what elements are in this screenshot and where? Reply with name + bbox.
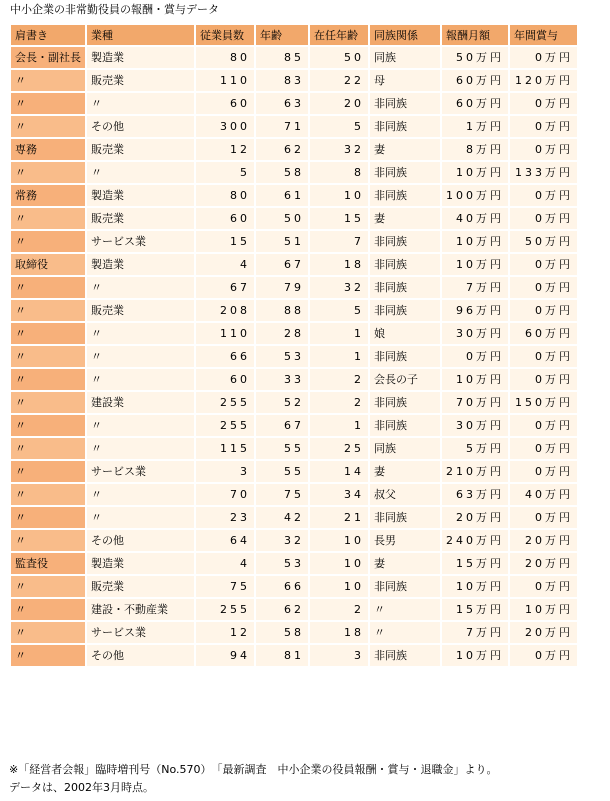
- table-cell: 0万円: [510, 369, 577, 390]
- table-cell: 〃: [11, 346, 85, 367]
- table-cell: 60万円: [442, 70, 508, 91]
- table-row: [11, 231, 577, 252]
- table-cell: 〃: [11, 530, 85, 551]
- table-cell: 非同族: [370, 277, 440, 298]
- table-cell: 110: [196, 70, 254, 91]
- table-cell: 53: [256, 346, 308, 367]
- table-row: [11, 162, 577, 183]
- table-cell: 非同族: [370, 392, 440, 413]
- table-cell: 20万円: [510, 622, 577, 643]
- table-row: [11, 484, 577, 505]
- table-cell: 20万円: [442, 507, 508, 528]
- table-cell: 〃: [87, 438, 194, 459]
- table-cell: 〃: [11, 116, 85, 137]
- table-cell: 4: [196, 254, 254, 275]
- table-row: [11, 576, 577, 597]
- table-cell: 2: [310, 599, 368, 620]
- table-cell: 0万円: [510, 139, 577, 160]
- table-cell: 〃: [11, 208, 85, 229]
- table-cell: 21: [310, 507, 368, 528]
- table-cell: 100万円: [442, 185, 508, 206]
- table-cell: 7万円: [442, 277, 508, 298]
- table-cell: 妻: [370, 139, 440, 160]
- table-cell: 〃: [11, 645, 85, 666]
- table-cell: 〃: [87, 93, 194, 114]
- table-cell: 120万円: [510, 70, 577, 91]
- table-cell: 妻: [370, 553, 440, 574]
- table-body: [11, 47, 577, 666]
- table-cell: 18: [310, 254, 368, 275]
- source-note: ※「経営者会報」臨時増刊号（No.570） 「最新調査 中小企業の役員報酬・賞与・退職金」より。: [9, 763, 498, 776]
- table-cell: 非同族: [370, 116, 440, 137]
- table-row: [11, 70, 577, 91]
- table-cell: 販売業: [87, 208, 194, 229]
- table-cell: 60: [196, 369, 254, 390]
- table-cell: 母: [370, 70, 440, 91]
- table-cell: 販売業: [87, 139, 194, 160]
- table-cell: 50: [256, 208, 308, 229]
- table-cell: 30万円: [442, 415, 508, 436]
- table-cell: 53: [256, 553, 308, 574]
- column-header: 業種: [87, 25, 194, 45]
- table-cell: 28: [256, 323, 308, 344]
- table-cell: 1: [310, 323, 368, 344]
- table-cell: 81: [256, 645, 308, 666]
- date-note: データは、2002年3月時点。: [9, 781, 154, 794]
- table-cell: 32: [310, 139, 368, 160]
- table-cell: 1: [310, 415, 368, 436]
- table-cell: 5: [310, 116, 368, 137]
- table-cell: 叔父: [370, 484, 440, 505]
- table-row: [11, 415, 577, 436]
- table-cell: 0万円: [510, 461, 577, 482]
- table-cell: 5: [196, 162, 254, 183]
- table-row: [11, 208, 577, 229]
- table-cell: 0万円: [510, 254, 577, 275]
- table-cell: 娘: [370, 323, 440, 344]
- table-cell: 0万円: [510, 93, 577, 114]
- table-cell: 71: [256, 116, 308, 137]
- table-cell: 〃: [11, 576, 85, 597]
- table-cell: 8: [310, 162, 368, 183]
- table-cell: 10万円: [510, 599, 577, 620]
- table-cell: 15万円: [442, 599, 508, 620]
- table-cell: 61: [256, 185, 308, 206]
- table-cell: 〃: [370, 622, 440, 643]
- table-cell: 23: [196, 507, 254, 528]
- table-cell: 15: [196, 231, 254, 252]
- table-cell: 非同族: [370, 162, 440, 183]
- table-cell: 非同族: [370, 415, 440, 436]
- table-cell: 〃: [11, 484, 85, 505]
- table-row: [11, 438, 577, 459]
- table-cell: 非同族: [370, 185, 440, 206]
- table-cell: 常務: [11, 185, 85, 206]
- table-cell: 150万円: [510, 392, 577, 413]
- table-cell: 0万円: [510, 415, 577, 436]
- table-cell: 75: [256, 484, 308, 505]
- table-row: [11, 622, 577, 643]
- table-row: [11, 507, 577, 528]
- table-cell: 〃: [87, 507, 194, 528]
- table-cell: 10万円: [442, 645, 508, 666]
- table-cell: 非同族: [370, 346, 440, 367]
- table-cell: 販売業: [87, 576, 194, 597]
- table-cell: 70万円: [442, 392, 508, 413]
- table-cell: 非同族: [370, 300, 440, 321]
- table-cell: 長男: [370, 530, 440, 551]
- table-cell: 0万円: [510, 277, 577, 298]
- table-cell: 建設・不動産業: [87, 599, 194, 620]
- table-cell: 75: [196, 576, 254, 597]
- table-cell: 85: [256, 47, 308, 68]
- column-header: 年齢: [256, 25, 308, 45]
- table-cell: 〃: [11, 369, 85, 390]
- table-cell: 〃: [11, 461, 85, 482]
- table-row: [11, 139, 577, 160]
- table-cell: 〃: [11, 599, 85, 620]
- table-cell: 60: [196, 93, 254, 114]
- table-cell: 4: [196, 553, 254, 574]
- table-cell: 60万円: [510, 323, 577, 344]
- table-cell: 1: [310, 346, 368, 367]
- table-cell: 〃: [87, 369, 194, 390]
- table-cell: 83: [256, 70, 308, 91]
- table-cell: 10万円: [442, 254, 508, 275]
- table-row: [11, 254, 577, 275]
- table-cell: 〃: [11, 277, 85, 298]
- table-cell: 62: [256, 599, 308, 620]
- table-cell: 20万円: [510, 530, 577, 551]
- table-cell: 25: [310, 438, 368, 459]
- table-cell: 〃: [87, 415, 194, 436]
- table-cell: 80: [196, 47, 254, 68]
- table-cell: 0万円: [510, 208, 577, 229]
- table-row: [11, 116, 577, 137]
- table-cell: 妻: [370, 208, 440, 229]
- table-cell: 67: [196, 277, 254, 298]
- table-cell: 0万円: [510, 300, 577, 321]
- table-cell: 110: [196, 323, 254, 344]
- table-cell: 同族: [370, 47, 440, 68]
- table-row: [11, 392, 577, 413]
- table-cell: 52: [256, 392, 308, 413]
- table-cell: 〃: [11, 231, 85, 252]
- table-cell: 32: [256, 530, 308, 551]
- table-cell: 製造業: [87, 185, 194, 206]
- table-cell: 〃: [87, 277, 194, 298]
- table-cell: 133万円: [510, 162, 577, 183]
- table-cell: 2: [310, 369, 368, 390]
- table-row: [11, 599, 577, 620]
- table-cell: 0万円: [510, 346, 577, 367]
- table-cell: 60: [196, 208, 254, 229]
- table-cell: 〃: [11, 300, 85, 321]
- table-cell: 80: [196, 185, 254, 206]
- table-cell: その他: [87, 116, 194, 137]
- table-cell: 50万円: [510, 231, 577, 252]
- table-cell: 2: [310, 392, 368, 413]
- table-cell: 64: [196, 530, 254, 551]
- table-cell: 255: [196, 415, 254, 436]
- table-cell: 5万円: [442, 438, 508, 459]
- table-cell: 3: [310, 645, 368, 666]
- table-row: [11, 461, 577, 482]
- table-cell: 妻: [370, 461, 440, 482]
- table-cell: 製造業: [87, 47, 194, 68]
- table-cell: 67: [256, 415, 308, 436]
- table-cell: サービス業: [87, 461, 194, 482]
- table-row: [11, 346, 577, 367]
- table-cell: 〃: [87, 323, 194, 344]
- table-row: [11, 369, 577, 390]
- table-cell: 66: [196, 346, 254, 367]
- table-cell: 63万円: [442, 484, 508, 505]
- table-cell: 7: [310, 231, 368, 252]
- table-cell: 取締役: [11, 254, 85, 275]
- table-row: [11, 93, 577, 114]
- table-cell: 0万円: [510, 185, 577, 206]
- table-cell: 12: [196, 139, 254, 160]
- table-cell: 非同族: [370, 507, 440, 528]
- table-cell: 40万円: [442, 208, 508, 229]
- table-cell: 〃: [87, 162, 194, 183]
- table-row: [11, 185, 577, 206]
- table-cell: 50: [310, 47, 368, 68]
- table-cell: 監査役: [11, 553, 85, 574]
- table-cell: 10万円: [442, 162, 508, 183]
- table-row: [11, 47, 577, 68]
- table-cell: 70: [196, 484, 254, 505]
- table-cell: 22: [310, 70, 368, 91]
- table-cell: 会長・副社長: [11, 47, 85, 68]
- table-cell: 55: [256, 461, 308, 482]
- table-cell: 10万円: [442, 369, 508, 390]
- table-row: [11, 645, 577, 666]
- page-title: 中小企業の非常勤役員の報酬・賞与データ: [10, 3, 219, 16]
- table-cell: 専務: [11, 139, 85, 160]
- table-cell: 〃: [87, 484, 194, 505]
- table-cell: その他: [87, 645, 194, 666]
- table-cell: 製造業: [87, 553, 194, 574]
- table-cell: 非同族: [370, 645, 440, 666]
- table-row: [11, 530, 577, 551]
- table-cell: 30万円: [442, 323, 508, 344]
- table-cell: 94: [196, 645, 254, 666]
- table-cell: 55: [256, 438, 308, 459]
- compensation-table: [9, 23, 579, 668]
- table-cell: サービス業: [87, 231, 194, 252]
- table-cell: その他: [87, 530, 194, 551]
- table-cell: 10: [310, 530, 368, 551]
- table-cell: 販売業: [87, 70, 194, 91]
- table-cell: 0万円: [510, 507, 577, 528]
- table-cell: 〃: [11, 622, 85, 643]
- table-cell: 34: [310, 484, 368, 505]
- table-cell: 62: [256, 139, 308, 160]
- column-header: 年間賞与: [510, 25, 577, 45]
- table-cell: 〃: [11, 70, 85, 91]
- table-cell: 15: [310, 208, 368, 229]
- table-cell: 115: [196, 438, 254, 459]
- table-header-row: [11, 25, 577, 45]
- table-cell: 8万円: [442, 139, 508, 160]
- table-cell: 3: [196, 461, 254, 482]
- table-cell: 66: [256, 576, 308, 597]
- table-cell: 208: [196, 300, 254, 321]
- table-cell: 10: [310, 185, 368, 206]
- table-cell: 210万円: [442, 461, 508, 482]
- table-cell: 32: [310, 277, 368, 298]
- table-cell: 〃: [11, 507, 85, 528]
- table-row: [11, 553, 577, 574]
- table-cell: 58: [256, 622, 308, 643]
- table-row: [11, 300, 577, 321]
- table-cell: 10: [310, 553, 368, 574]
- table-cell: 255: [196, 392, 254, 413]
- table-cell: 20: [310, 93, 368, 114]
- table-cell: 67: [256, 254, 308, 275]
- table-cell: 〃: [87, 346, 194, 367]
- table-cell: 同族: [370, 438, 440, 459]
- table-cell: 0万円: [510, 47, 577, 68]
- column-header: 肩書き: [11, 25, 85, 45]
- table-cell: 96万円: [442, 300, 508, 321]
- table-cell: 33: [256, 369, 308, 390]
- table-cell: 42: [256, 507, 308, 528]
- table-cell: 255: [196, 599, 254, 620]
- table-cell: 88: [256, 300, 308, 321]
- table-cell: 10万円: [442, 576, 508, 597]
- column-header: 同族関係: [370, 25, 440, 45]
- table-cell: 0万円: [442, 346, 508, 367]
- table-cell: 会長の子: [370, 369, 440, 390]
- table-cell: 5: [310, 300, 368, 321]
- table-cell: 51: [256, 231, 308, 252]
- table-cell: 18: [310, 622, 368, 643]
- table-cell: 0万円: [510, 116, 577, 137]
- table-cell: 〃: [11, 93, 85, 114]
- table-cell: 販売業: [87, 300, 194, 321]
- table-cell: 40万円: [510, 484, 577, 505]
- table-cell: 1万円: [442, 116, 508, 137]
- table-cell: 15万円: [442, 553, 508, 574]
- table-cell: 300: [196, 116, 254, 137]
- table-cell: 〃: [370, 599, 440, 620]
- table-cell: 〃: [11, 415, 85, 436]
- table-cell: 0万円: [510, 576, 577, 597]
- table-cell: 建設業: [87, 392, 194, 413]
- table-cell: 20万円: [510, 553, 577, 574]
- table-cell: 非同族: [370, 231, 440, 252]
- table-cell: 非同族: [370, 576, 440, 597]
- table-cell: 79: [256, 277, 308, 298]
- table-cell: 50万円: [442, 47, 508, 68]
- table-cell: 〃: [11, 392, 85, 413]
- table-cell: サービス業: [87, 622, 194, 643]
- table-cell: 7万円: [442, 622, 508, 643]
- table-cell: 60万円: [442, 93, 508, 114]
- table-cell: 〃: [11, 438, 85, 459]
- table-cell: 〃: [11, 162, 85, 183]
- table-cell: 240万円: [442, 530, 508, 551]
- column-header: 報酬月額: [442, 25, 508, 45]
- table-cell: 非同族: [370, 254, 440, 275]
- table-row: [11, 277, 577, 298]
- table-cell: 〃: [11, 323, 85, 344]
- table-cell: 10万円: [442, 231, 508, 252]
- table-cell: 12: [196, 622, 254, 643]
- table-cell: 0万円: [510, 438, 577, 459]
- table-cell: 58: [256, 162, 308, 183]
- table-cell: 63: [256, 93, 308, 114]
- column-header: 従業員数: [196, 25, 254, 45]
- column-header: 在任年齢: [310, 25, 368, 45]
- table-row: [11, 323, 577, 344]
- table-cell: 10: [310, 576, 368, 597]
- table-cell: 非同族: [370, 93, 440, 114]
- table-cell: 14: [310, 461, 368, 482]
- table-cell: 製造業: [87, 254, 194, 275]
- table-cell: 0万円: [510, 645, 577, 666]
